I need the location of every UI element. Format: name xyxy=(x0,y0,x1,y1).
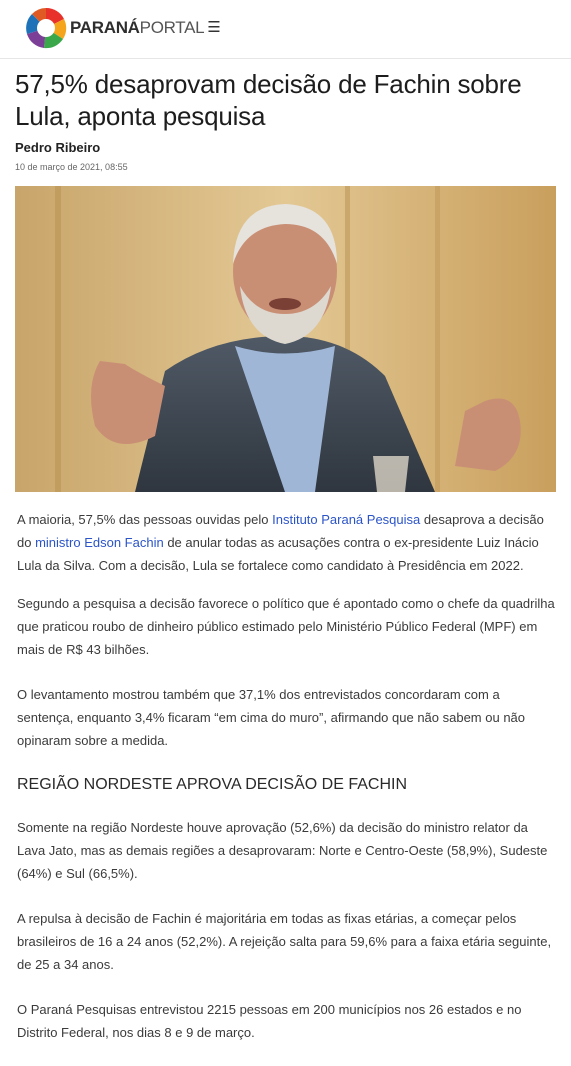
paragraph-4: Somente na região Nordeste houve aprovação (52,6%) da decisão do ministro relator da Lava Jato, mas as demais regiões a desaprovaram: Norte e Centro-Oeste (58,9%), Sudeste (64%) e Sul (66,5%). xyxy=(17,820,548,881)
link-instituto-parana-pesquisa[interactable]: Instituto Paraná Pesquisa xyxy=(272,512,421,527)
paragraph-1-text-c: de anular todas as acusações contra o ex-presidente Luiz Inácio Lula da Silva. Com a decisão, Lula se fortalece como candidato à Presidência em 2022. xyxy=(17,535,539,573)
menu-icon[interactable]: ☰ xyxy=(207,19,221,36)
paragraph-1 xyxy=(17,508,555,577)
paragraph-1-text-a: A maioria, 57,5% das pessoas ouvidas pelo xyxy=(17,512,273,527)
link-ministro-edson-fachin[interactable]: ministro Edson Fachin xyxy=(35,535,164,550)
site-header xyxy=(0,0,571,59)
article-photo xyxy=(15,186,556,492)
article-date: 10 de março de 2021, 08:55 xyxy=(15,162,128,172)
brand-name[interactable] xyxy=(70,18,204,38)
paragraph-6: O Paraná Pesquisas entrevistou 2215 pessoas em 200 municípios nos 26 estados e no Distrito Federal, nos dias 8 e 9 de março. xyxy=(17,1002,522,1040)
article-body xyxy=(17,508,555,1066)
brand-name-light: PORTAL xyxy=(139,18,205,37)
parana-portal-logo[interactable] xyxy=(24,6,68,50)
brand-name-bold: PARANÁ xyxy=(70,18,140,37)
article-author[interactable]: Pedro Ribeiro xyxy=(15,140,101,155)
article-title: 57,5% desaprovam decisão de Fachin sobre Lula, aponta pesquisa xyxy=(15,69,522,131)
section-subheading: REGIÃO NORDESTE APROVA DECISÃO DE FACHIN xyxy=(17,776,408,793)
paragraph-5: A repulsa à decisão de Fachin é majoritária em todas as fixas etárias, a começar pelos brasileiros de 16 a 24 anos (52,2%). A rejeição salta para 59,6% para a faixa etária seguinte, de 25 a 34 anos. xyxy=(17,911,552,972)
paragraph-3: O levantamento mostrou também que 37,1% dos entrevistados concordaram com a sentença, enquanto 3,4% ficaram “em cima do muro”, afirmando que não sabem ou não opinaram sobre a medida. xyxy=(17,687,526,748)
paragraph-2: Segundo a pesquisa a decisão favorece o político que é apontado como o chefe da quadrilha que praticou roubo de dinheiro público estimado pelo Ministério Público Federal (MPF) em mais de R$ 43 bilhões. xyxy=(17,596,555,657)
paragraph-1-text-b: desaprova a decisão do xyxy=(17,512,544,550)
